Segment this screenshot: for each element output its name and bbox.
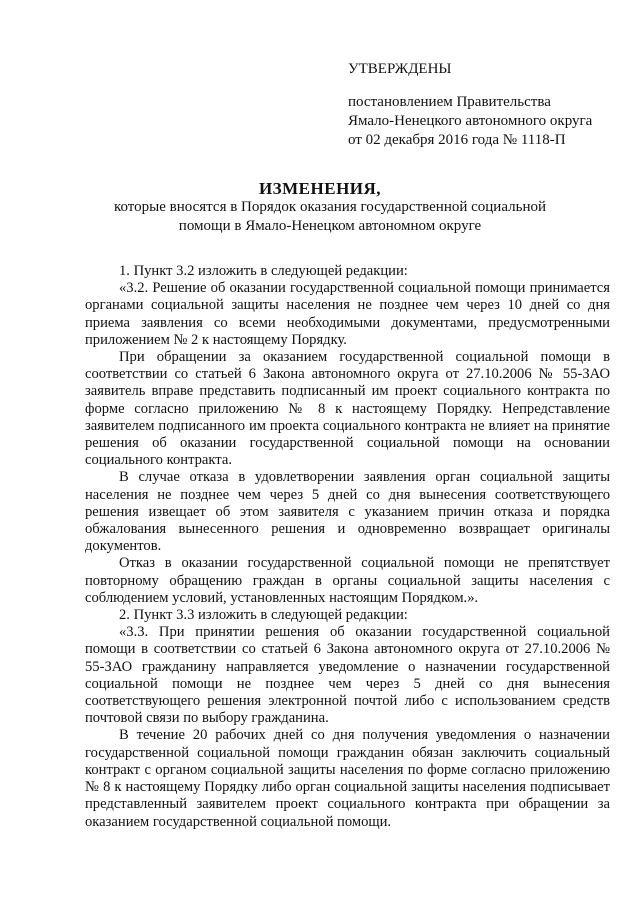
approval-line-3: от 02 декабря 2016 года № 1118-П: [348, 132, 566, 148]
paragraph: При обращении за оказанием государственной социальной помощи в соответствии со статьей 6 Закона автономного округа от 27.10.2006 № 55-ЗАО заявитель вправе представить подписанный им проект социального контракта по форме согласно приложению № 8 к настоящему Порядку. Непредставление заявителем подписанного им проекта социального контракта не влияет на принятие решения об оказании государственной социальной помощи на основании социального контракта.: [85, 349, 610, 469]
paragraph: «3.3. При принятии решения об оказании государственной социальной помощи в соответствии со статьей 6 Закона автономного округа от 27.10.2006 № 55-ЗАО гражданину направляется уведомление о назначении государственной социальной помощи не позднее чем через 5 дней со дня вынесения соответствующего решения электронной почтой либо с использованием средств почтовой связи по выбору гражданина.: [85, 624, 610, 727]
paragraph: «3.2. Решение об оказании государственной социальной помощи принимается органами социальной защиты населения не позднее чем через 10 дней со дня приема заявления со всеми необходимыми документами, предусмотренными приложением № 2 к настоящему Порядку.: [85, 280, 610, 348]
document-title: ИЗМЕНЕНИЯ,: [258, 179, 382, 198]
paragraph: 2. Пункт 3.3 изложить в следующей редакции:: [119, 607, 408, 624]
paragraph: Отказ в оказании государственной социальной помощи не препятствует повторному обращению граждан в органы социальной защиты населения с соблюдением условий, установленных настоящим Порядком.».: [85, 555, 610, 606]
approval-block: [348, 60, 618, 150]
approval-heading: УТВЕРЖДЕНЫ: [348, 61, 452, 77]
approval-line-2: Ямало-Ненецкого автономного округа: [348, 113, 593, 129]
document-subtitle: которые вносятся в Порядок оказания государственной социальной помощи в Ямало-Ненецком автономном округе: [113, 199, 547, 234]
paragraph: 1. Пункт 3.2 изложить в следующей редакции:: [119, 263, 408, 279]
document-body: [85, 263, 610, 831]
approval-line-1: постановлением Правительства: [348, 94, 551, 110]
paragraph: В течение 20 рабочих дней со дня получения уведомления о назначении государственной социальной помощи гражданин обязан заключить социальный контракт с органом социальной защиты населения по форме согласно приложению № 8 к настоящему Порядку либо орган социальной защиты населения подписывает представленный заявителем проект социального контракта при обращении за оказанием государственной социальной помощи.: [85, 727, 610, 830]
paragraph: В случае отказа в удовлетворении заявления орган социальной защиты населения не позднее чем через 5 дней со дня вынесения соответствующего решения извещает об этом заявителя с указанием причин отказа и порядка обжалования вынесенного решения и одновременно возвращает оригиналы документов.: [85, 469, 610, 555]
